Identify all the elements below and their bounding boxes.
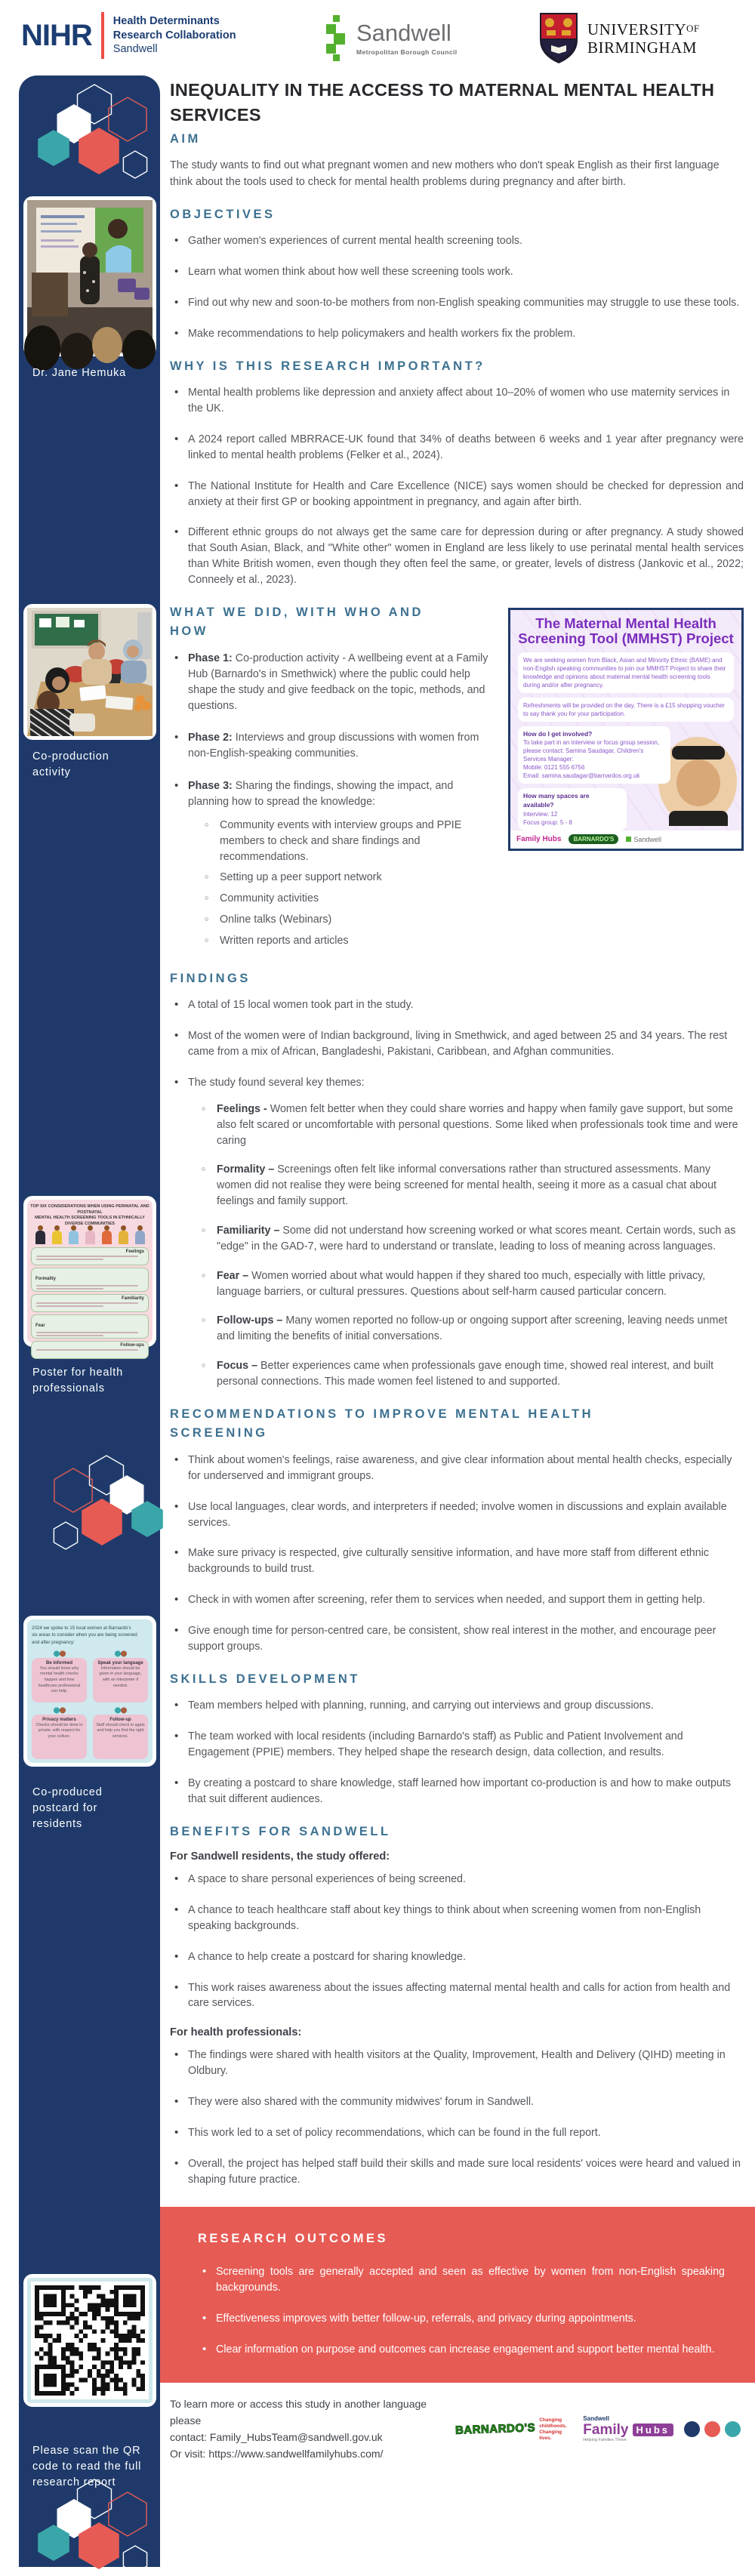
theme-label: Focus – [217,1360,258,1373]
poster-image [27,1200,153,1348]
skills-list [170,1698,744,1807]
section-importance [170,357,744,588]
nihr-logo-text [113,14,236,57]
person-illustration [135,1231,145,1244]
nihr-line1: Health Determinants [112,14,220,27]
family-hubs-logo [583,2416,673,2443]
postcard-illustration [52,1650,67,1659]
qr-code [35,2285,145,2396]
bullet-item: • Screening tools are generally accepted and seen as effective by women from non-English speaking backgrounds. [198,2264,725,2296]
sandwell-mini-logo: Sandwell [626,836,661,843]
postcard-image [27,1619,153,1763]
bullet-item: • This work led to a set of policy recommendations, which can be found in the full report. [170,2125,744,2141]
nihr-divider [101,12,104,59]
qr-frame [27,2278,153,2403]
postcard-illustration [113,1650,128,1659]
flyer-involved-box [518,726,670,784]
sub-bullet-item: ○ Online talks (Webinars) [203,912,744,928]
flyer-title: The Maternal Mental Health Screening Tool (MMHST) Project [518,615,734,647]
sub-bullet-item: ○ Community events with interview groups and PPIE members to check and share findings and recommendations. [203,818,744,865]
professionals-list [170,2048,744,2187]
family-hubs-mini-logo: Family Hubs [516,835,562,844]
bullet-item: • By creating a postcard to share knowledge, staff learned how important co-production is and how to make outputs that suit different audiences. [170,1776,744,1807]
bullet-item: • Make sure privacy is respected, give culturally sensitive information, and have more staff from different ethnic backgrounds to build trust. [170,1545,744,1577]
theme-item [200,1268,744,1300]
importance-heading: WHY IS THIS RESEARCH IMPORTANT? [170,359,485,373]
flyer-logo-strip [510,830,741,849]
poster-caption: Poster for health professionals [32,1367,123,1395]
flyer-involved-heading: How do I get involved? [523,729,593,738]
poster-theme-label: Follow-ups [120,1343,144,1348]
bullet-item: • Most of the women were of Indian background, living in Smethwick, and aged between 25 and 34 years. The rest came from a mix of African, Bangladeshi, Pakistani, Caribbean, and Afghan communities. [170,1028,744,1060]
sidebar [19,75,160,2567]
postcard-intro-line: six areas to consider when you are being screened [32,1632,137,1638]
theme-text: Women felt better when they could share worries and happy when family gave support, but some also felt scared or uncomfortable with personal questions. Some liked when professionals took time and were caring [217,1102,738,1147]
bullet-item: • A total of 15 local women took part in the study. [170,997,744,1013]
objectives-heading: OBJECTIVES [170,207,276,221]
phase-label: Phase 3: [188,780,233,793]
sandwell-subtitle: Metropolitan Borough Council [356,48,458,56]
bullet-item: • Learn what women think about how well these screening tools work. [170,264,744,280]
teal-dot-icon [725,2421,741,2437]
uob-logo-text [587,20,700,57]
photo2-caption: Co-production activity [32,750,109,779]
skills-heading: SKILLS DEVELOPMENT [170,1672,360,1686]
postcard-intro-line: 2024 we spoke to 15 local women at Barnardo's [32,1625,131,1631]
poster-theme-strip [31,1268,149,1292]
poster-people-illustration [32,1231,148,1244]
family-hubs-wordmark: Family [583,2422,629,2439]
section-objectives [170,205,744,342]
theme-label: Follow-ups – [217,1314,283,1327]
mmhst-flyer-image [508,608,744,851]
postcard-box-text: Staff should check in again and help you find the right services. [96,1722,145,1739]
research-outcomes-box [160,2207,755,2383]
theme-item [200,1162,744,1209]
theme-text: Better experiences came when professionals gave enough time, showed real interest, and built personal connections. This made women feel listened to and supported. [217,1360,714,1388]
postcard-caption: Co-produced postcard for residents [32,1786,103,1831]
bullet-item: • Think about women's feelings, raise awareness, and give clear information about mental health checks, especially for underserved and immigrant groups. [170,1453,744,1484]
section-recommendations [170,1405,744,1655]
sub-bullet-item: ○ Community activities [203,891,744,907]
poster-theme-label: Formality [35,1277,57,1282]
phase-text: Interviews and group discussions with women from non-English-speaking communities. [188,732,479,760]
bullet-item: • Find out why new and soon-to-be mothers from non-English speaking communities may struggle to use these tools. [170,295,744,311]
poster-theme-strip [31,1341,149,1359]
bullet-item: • Effectiveness improves with better follow-up, referrals, and privacy during appointments. [198,2311,725,2327]
theme-text: Some did not understand how screening worked or what scores meant. Certain words, such as "edge" in the GAD-7, were hard to understand or translate, leading to loss of meaning across languages. [217,1224,736,1253]
flyer-spaces-box [518,788,627,830]
barnardos-wordmark: BARNARDO'S [455,2421,536,2438]
poster-theme-label: Fear [35,1323,45,1329]
bullet-item: • Clear information on purpose and outcomes can increase engagement and support better mental health. [198,2342,725,2358]
aim-heading: AIM [170,131,201,146]
postcard-illustration [52,1706,67,1715]
bullet-item: • A chance to help create a postcard for sharing knowledge. [170,1949,744,1965]
hexagon-decoration [32,80,161,181]
findings-heading: FINDINGS [170,971,251,985]
recommendations-list [170,1453,744,1655]
bullet-item: • The findings were shared with health visitors at the Quality, Improvement, Health and Delivery (QIHD) meeting in Oldbury. [170,2048,744,2079]
nihr-line2: Research Collaboration [112,29,236,42]
theme-label: Formality – [217,1163,275,1176]
postcard-box [93,1658,148,1702]
theme-text: Screenings often felt like informal conversations rather than structured assessments. Many women did not realise they were being screened for mental health, seeing it more as a casual chat about feelings and family support. [217,1163,717,1208]
flyer-spaces-heading: How many spaces are available? [523,792,590,809]
bullet-item: • The team worked with local residents (including Barnardo's staff) as Public and Patient Involvement and Engagement (PPIE) members. They helped shape the research design, data collection, and results. [170,1729,744,1761]
section-benefits [170,1823,744,2188]
residents-label: For Sandwell residents, the study offered: [170,1850,390,1863]
person-illustration [119,1231,128,1244]
sub-bullet-item: ○ Written reports and articles [203,933,744,949]
poster-thumbnail [23,1196,156,1347]
poster-theme-strip [31,1294,149,1312]
flyer-spaces-focus: Focus group: 5 - 8 [523,818,572,826]
postcard-box-text: Checks should be done in private, with respect for your culture. [35,1722,83,1739]
flyer-spaces-interview: Interview: 12 [523,810,558,818]
aim-text: The study wants to find out what pregnant women and new mothers who don't speak English as their first language think about the tools used to check for mental health problems during pregnancy and after birth. [170,159,720,188]
nihr-logo [21,12,236,59]
postcard-thumbnail [23,1616,156,1767]
postcard-box-title: Speak your language [97,1660,143,1665]
bullet-item: • Use local languages, clear words, and interpreters if needed; involve women in discussions and explain available services. [170,1499,744,1531]
barnardos-tag2: Changing lives. [539,2429,562,2441]
barnardos-logo [455,2417,572,2442]
recommendations-heading: RECOMMENDATIONS TO IMPROVE MENTAL HEALTH SCREENING [170,1407,594,1441]
postcard-box-title: Privacy matters [42,1717,76,1722]
flyer-paragraph: Refreshments will be provided on the day. There is a £15 shopping voucher to say thank you for your participation. [518,698,734,722]
bullet-item: • Make recommendations to help policymakers and health workers fix the problem. [170,326,744,342]
uob-line2: BIRMINGHAM [587,39,698,57]
postcard-box [93,1715,148,1759]
bullet-item: • This work raises awareness about the issues affecting maternal mental health and calls for action from health and care services. [170,1980,744,2012]
phase-label: Phase 1: [188,652,233,664]
footer-contact-email: contact: Family_HubsTeam@sandwell.gov.uk [170,2430,383,2443]
bullet-item: • Overall, the project has helped staff build their skills and made sure local residents' voices were heard and valued in shaping future practice. [170,2156,744,2188]
professionals-label: For health professionals: [170,2026,302,2039]
bullet-item: • Different ethnic groups do not always get the same care for depression during or after pregnancy. A study showed that South Asian, Black, and "White other" women in England are less likely to use perinatal mental health services than White British women, even though they often feel the same, or greater, levels of distress (Jankovic et al., 2022; Conneely et al., 2023). [170,525,744,587]
theme-label: Familiarity – [217,1224,280,1237]
qr-code-card [23,2274,156,2407]
footer-dots-decoration [684,2421,741,2437]
section-aim [170,130,744,190]
person-illustration [85,1231,95,1244]
main-content [170,78,744,2476]
logo-header [0,0,755,75]
bullet-item: • The National Institute for Health and Care Excellence (NICE) says women should be checked for depression and anxiety at their first GP or booking appointment in pregnancy, and again after birth. [170,479,744,510]
footer-logos [455,2416,741,2443]
sandwell-council-logo [326,15,458,62]
photo-dr-jane-hemuka [23,196,156,356]
uob-of: OF [686,22,700,34]
hexagon-decoration [40,1451,168,1552]
footer-line1: To learn more or access this study in another language please [170,2398,427,2427]
university-of-birmingham-logo [539,12,700,65]
postcard-intro-line: and after pregnancy: [32,1639,75,1645]
flyer-paragraph: We are seeking women from Black, Asian and Minority Ethnic (BAME) and non-English speaking communities to join our MMHST Project to share their knowledge and opinions about maternal mental health screening tools during and/or after pregnancy. [518,652,734,693]
bullet-item: • They were also shared with the community midwives' forum in Sandwell. [170,2094,744,2110]
poster-theme-strip [31,1247,149,1265]
bullet-item: • Give enough time for person-centred care, be consistent, show real interest in the mother, and encourage peer support groups. [170,1623,744,1655]
bullet-item: • Mental health problems like depression and anxiety affect about 10–20% of women who use maternity services in the UK. [170,385,744,417]
residents-list [170,1872,744,2011]
poster-title-line2: MENTAL HEALTH SCREENING TOOLS IN ETHNICALLY DIVERSE COMMUNITIES [35,1216,145,1226]
theme-label: Fear – [217,1269,249,1282]
sandwell-squares-icon [326,15,349,62]
bullet-item: • Gather women's experiences of current mental health screening tools. [170,233,744,249]
bullet-item: • Team members helped with planning, running, and carrying out interviews and group discussions. [170,1698,744,1714]
theme-item [200,1313,744,1345]
bullet-item: • A 2024 report called MBRRACE-UK found that 34% of deaths between 6 weeks and 1 year after pregnancy were linked to mental health problems (Felker et al., 2024). [170,432,744,464]
sub-bullet-item: ○ Setting up a peer support network [203,870,744,886]
postcard-box [32,1715,87,1759]
person-illustration [69,1231,79,1244]
nihr-line3: Sandwell [112,43,158,56]
presentation-photo [27,200,153,353]
section-skills [170,1670,744,1807]
themes-list [200,1102,744,1390]
flyer-involved-body: To take part in an interview or focus group session, please contact: Samina Saudagar, Children's Services Manager: [523,739,660,763]
person-illustration [35,1231,45,1244]
section-what-we-did [170,603,744,954]
photo-co-production [23,604,156,740]
phase-text: Sharing the findings, showing the impact, and planning how to spread the knowledge: [188,780,454,808]
poster-theme-label: Feelings [125,1249,144,1255]
what-we-did-heading: WHAT WE DID, WITH WHO AND HOW [170,605,424,639]
outcomes-list [198,2264,725,2357]
outcomes-heading: RESEARCH OUTCOMES [198,2232,389,2246]
barnardos-tagline [539,2417,572,2442]
theme-label: Feelings - [217,1102,267,1115]
benefits-heading: BENEFITS FOR SANDWELL [170,1824,391,1838]
photo1-caption: Dr. Jane Hemuka [32,367,127,379]
person-illustration [102,1231,112,1244]
uob-line1: UNIVERSITY [587,20,686,39]
theme-text: Women worried about what would happen if they shared too much, especially with little privacy, language barriers, or cultural pressures. Questions about self-harm caused particular concern. [217,1269,706,1298]
flyer-email: Email: samina.saudagar@barnardos.org.uk [523,772,640,780]
postcard-box-text: Information should be given in your language, with an interpreter if needed. [99,1665,142,1688]
objectives-list [170,233,744,341]
theme-text: Many women reported no follow-up or ongoing support after screening, leaving needs unmet and limiting the benefits of initial conversations. [217,1314,728,1343]
footer-contact-text [170,2396,443,2462]
poster-title-line1: TOP SIX CONSIDERATIONS WHEN USING PERINATAL AND POSTNATAL [30,1204,149,1215]
qr-caption: Please scan the QR code to read the full research report [32,2445,142,2489]
phase-label: Phase 2: [188,732,233,744]
family-hubs-tagline: Helping Families Thrive [583,2438,627,2443]
section-findings [170,969,744,1390]
uob-crest-icon [539,12,578,65]
bullet-item: • A chance to teach healthcare staff about key things to think about when screening women from non-English speaking backgrounds. [170,1903,744,1934]
postcard-illustration [113,1706,128,1715]
bullet-item: • Check in with women after screening, refer them to services when needed, and support them in getting help. [170,1592,744,1608]
sandwell-name: Sandwell [356,20,451,46]
flyer-mobile: Mobile: 0121 555 6756 [523,764,585,772]
postcard-box-title: Follow-up [109,1717,131,1722]
bullet-item: • The study found several key themes: [170,1075,744,1091]
findings-list [170,997,744,1090]
postcard-box-text: You should know why mental health checks happen and how healthcare professional can help. [38,1665,81,1694]
postcard-box [32,1658,87,1702]
footer-website-url: Or visit: https://www.sandwellfamilyhubs.com/ [170,2447,384,2460]
navy-dot-icon [684,2421,700,2437]
postcard-grid [32,1658,148,1759]
bullet-item: • A space to share personal experiences of being screened. [170,1872,744,1887]
barnardos-tag1: Changing childhoods. [539,2417,567,2429]
page-title: INEQUALITY IN THE ACCESS TO MATERNAL MENTAL HEALTH SERVICES [170,80,715,125]
postcard-box-title: Be informed [45,1660,72,1665]
importance-list [170,385,744,588]
theme-item [200,1102,744,1149]
family-hubs-top: Sandwell [583,2415,609,2423]
nihr-acronym: NIHR [21,18,92,52]
co-production-photo [27,608,153,736]
person-illustration [52,1231,62,1244]
red-dot-icon [704,2421,720,2437]
poster-theme-strip [31,1314,149,1339]
phase-text: Co-production activity - A wellbeing event at a Family Hub (Barnardo's in Smethwick) where the public could help shape the study and give feedback on the topic, methods, and questions. [188,652,488,712]
barnardos-mini-logo: BARNARDO'S [569,834,618,844]
footer [170,2392,744,2476]
hexagon-decoration [32,2475,161,2576]
theme-item [200,1223,744,1255]
poster-theme-label: Familiarity [121,1296,144,1302]
theme-item [200,1358,744,1390]
family-hubs-badge: Hubs [633,2423,674,2436]
